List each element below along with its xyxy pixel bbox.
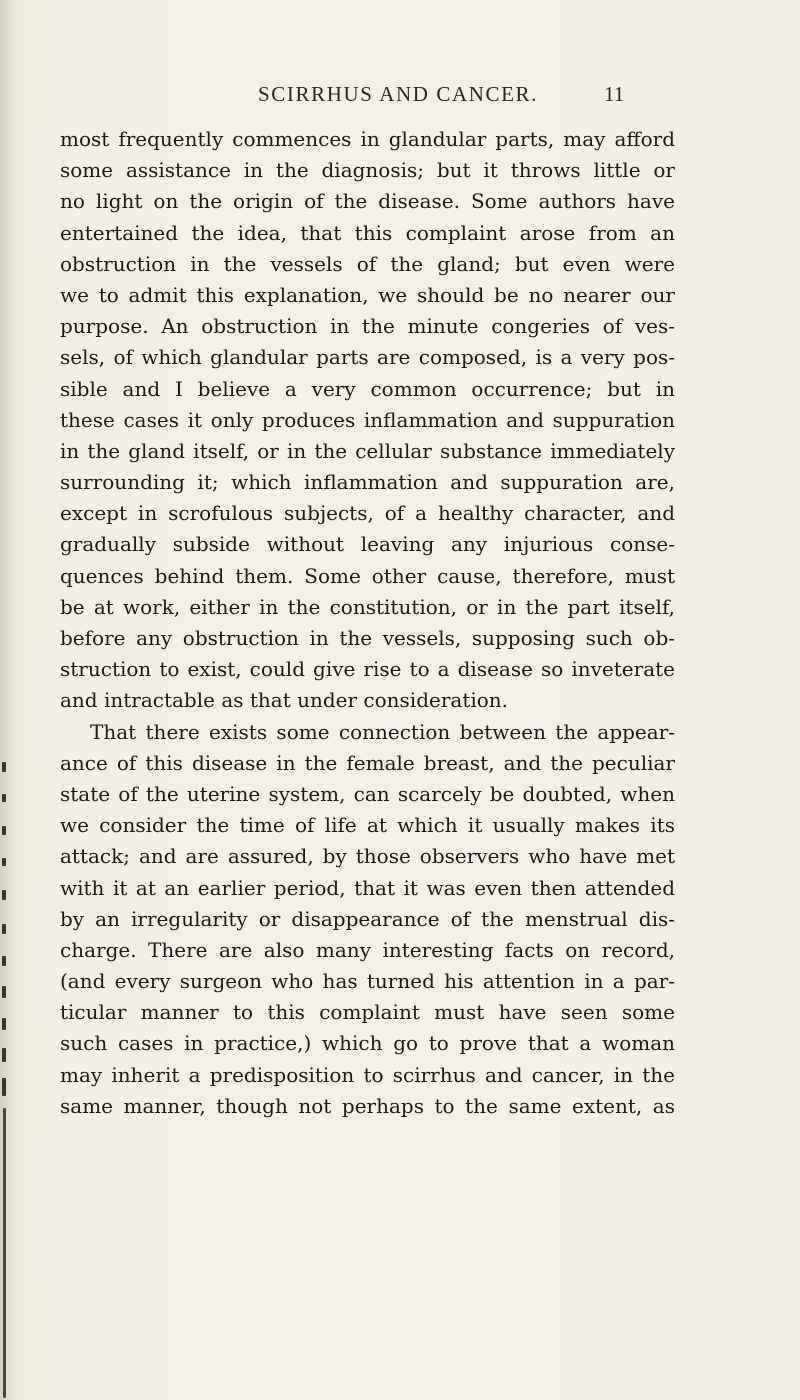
text-line: be at work, either in the constitution, or in the part itself,: [60, 594, 675, 619]
edge-mark: [2, 890, 6, 900]
text-line: struction to exist, could give rise to a disease so inveterate: [60, 657, 675, 682]
text-line: same manner, though not perhaps to the same extent, as: [60, 1093, 675, 1118]
edge-mark: [2, 924, 6, 934]
text-line: quences behind them. Some other cause, therefore, must: [60, 563, 675, 588]
text-line: entertained the idea, that this complaint arose from an: [60, 220, 675, 245]
text-line: surrounding it; which inflammation and suppuration are,: [60, 470, 675, 495]
text-line: some assistance in the diagnosis; but it throws little or: [60, 158, 675, 183]
edge-mark: [2, 986, 6, 998]
text-line: ticular manner to this complaint must have seen some: [60, 1000, 675, 1025]
text-line: sels, of which glandular parts are composed, is a very pos-: [60, 345, 675, 370]
text-line: we to admit this explanation, we should be no nearer our: [60, 282, 675, 307]
edge-mark: [2, 794, 6, 802]
edge-mark: [3, 1108, 6, 1398]
text-line: except in scrofulous subjects, of a healthy character, and: [60, 501, 675, 526]
text-line: obstruction in the vessels of the gland; but even were: [60, 251, 675, 276]
text-line: ance of this disease in the female breast, and the peculiar: [60, 750, 675, 775]
running-head: [0, 82, 800, 112]
page-number: 11: [604, 82, 625, 106]
edge-mark: [2, 1078, 6, 1096]
text-line: before any obstruction in the vessels, supposing such ob-: [60, 626, 675, 650]
text-line: with it at an earlier period, that it was even then attended: [60, 875, 675, 900]
text-line: attack; and are assured, by those observers who have met: [60, 844, 675, 869]
text-line: these cases it only produces inflammation and suppuration: [60, 407, 675, 432]
edge-mark: [2, 762, 6, 772]
text-line: sible and I believe a very common occurrence; but in: [60, 376, 675, 401]
text-line: (and every surgeon who has turned his attention in a par-: [60, 969, 675, 994]
text-line: in the gland itself, or in the cellular substance immediately: [60, 438, 675, 463]
text-line: we consider the time of life at which it usually makes its: [60, 813, 675, 838]
text-line: such cases in practice,) which go to prove that a woman: [60, 1031, 675, 1056]
left-edge-marks: [0, 742, 10, 1400]
running-title: SCIRRHUS AND CANCER.: [258, 82, 538, 106]
edge-mark: [2, 858, 6, 866]
text-line: gradually subside without leaving any injurious conse-: [60, 532, 675, 557]
text-line: by an irregularity or disappearance of the menstrual dis-: [60, 906, 675, 931]
edge-mark: [2, 826, 6, 835]
text-line: charge. There are also many interesting facts on record,: [60, 937, 675, 962]
edge-mark: [2, 1018, 6, 1030]
paragraph-end-line: and intractable as that under consideration.: [60, 688, 509, 713]
text-line: state of the uterine system, can scarcely be doubted, when: [60, 781, 675, 806]
edge-mark: [2, 1048, 6, 1062]
text-line: most frequently commences in glandular parts, may afford: [60, 127, 675, 151]
text-line: may inherit a predisposition to scirrhus and cancer, in the: [60, 1062, 675, 1087]
edge-mark: [2, 956, 6, 966]
text-line: no light on the origin of the disease. Some authors have: [60, 189, 675, 214]
body-text: [60, 124, 675, 1122]
paragraph-start-line: That there exists some connection between the appear-: [90, 719, 675, 744]
text-line: purpose. An obstruction in the minute congeries of ves-: [60, 314, 675, 339]
